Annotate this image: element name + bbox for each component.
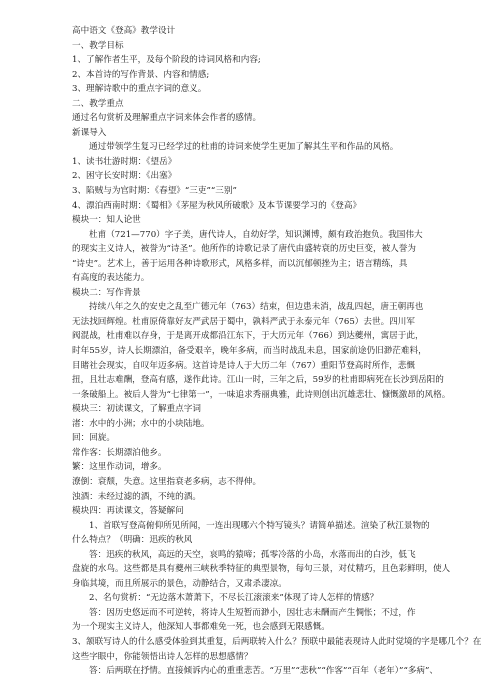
text-line: 1、读书壮游时期：《望岳》: [72, 156, 177, 167]
text-line: 为一个现实主义诗人，他深知人事都难免一死，也会感到无限感慨。: [72, 622, 330, 633]
text-line: 持续八年之久的安史之乱至广德元年（763）结束，但边患未消，战乱四起，唐王朝再也: [89, 302, 424, 313]
text-line: 杜甫（721—770）字子美，唐代诗人，自幼好学，知识渊博，颇有政治抱负。我国伟大: [89, 229, 423, 240]
text-line: “诗史”。艺术上，善于运用各种诗歌形式，风格多样，而以沉郁顿挫为主；语言精练，具: [72, 258, 408, 269]
text-line: 2、本首诗的写作背景、内容和情感;: [72, 69, 210, 80]
text-line: 渚：水中的小洲；水中的小块陆地。: [72, 418, 210, 429]
text-line: 这些字眼中，你能领悟出诗人怎样的思想感情？: [72, 651, 253, 662]
text-line: 一条破船上。被后人誉为“七律第一”，一味追求秀丽典雅，此诗则创出沉雄悲壮、慷慨激昂的风格。: [72, 389, 451, 400]
text-line: 有高度的表达能力。: [72, 273, 150, 284]
text-line: 3、颔联写诗人的什么感受体验到其重复，后两联转入什么？预联中最能表现诗人此时觉境的字是哪几个？在: [72, 636, 481, 647]
text-line: 一、教学目标: [72, 40, 124, 51]
text-line: 通过名句赏析及理解重点字词来体会作者的感情。: [72, 113, 262, 124]
text-line: 的现实主义诗人，被誉为“诗圣”。他所作的诗歌记录了唐代由盛转衰的历史巨变，被人誉为: [72, 244, 416, 255]
text-line: 模块二：写作背景: [72, 287, 141, 298]
text-line: 扭，且壮志难酬，登高有感，遂作此诗。江山一时，三年之后，59岁的杜甫即病死在长沙到岳阳的: [72, 375, 444, 386]
text-line: 2、名句赏析：“无边落木萧萧下，不尽长江滚滚来”体现了诗人怎样的情感？: [89, 593, 379, 604]
text-line: 时年55岁，诗人长期漂泊，备受艰辛，晚年多病，而当时战乱未息，国家前途仍旧渺茫难料，: [72, 346, 427, 357]
text-line: 答：后两联在抒情。直接倾诉内心的重重悲苦。“万里”“悲秋”“作客”“百年（老年）”“多病”、: [89, 666, 439, 677]
text-line: 1、首联写登高俯仰所见所闻，一连出现哪六个特写镜头？请简单描述。渲染了秋江景物的: [89, 520, 430, 531]
document-body: [72, 24, 481, 679]
text-line: 4、漂泊西南时期：《蜀相》《茅屋为秋风所破歌》及本节课要学习的《登高》: [72, 200, 362, 211]
text-line: 无法找回辉煌。杜甫原倚靠好友严武居于蜀中，孰料严武于永泰元年（765）去世。四川军: [72, 316, 415, 327]
text-line: 模块三：初读课文，了解重点字词: [72, 404, 201, 415]
text-line: 什么特点？（明确：迅疾的秋风: [72, 535, 193, 546]
text-line: 答：因历史悠远而不可逆转，将诗人生短暂而渺小，因壮志未酬而产生惆怅；不过，作: [89, 607, 416, 618]
text-line: 3、理解诗歌中的重点字词的意义。: [72, 84, 207, 95]
text-line: 新课导入: [72, 127, 107, 138]
text-line: 常作客：长期漂泊他乡。: [72, 447, 167, 458]
text-line: 身临其境，而且所展示的景色，动静结合，又肃杀凄凉。: [72, 578, 287, 589]
text-line: 阀混战，杜甫难以存身，于是离开成都沿江东下，于大历元年（766）到达夔州，寓居于此，: [72, 331, 424, 342]
text-line: 盘旋的水鸟。这些都是具有夔州三峡秋季特征的典型景物，每句三景，对仗精巧，且色彩鲜明，使人: [72, 564, 451, 575]
text-line: 高中语文《登高》教学设计: [72, 26, 176, 36]
text-line: 浊酒：未经过滤的酒，不纯的酒。: [72, 491, 201, 502]
text-line: 二、教学重点: [72, 98, 124, 109]
text-line: 3、陷贼与为官时期：《春望》“三吏”“三别”: [72, 186, 237, 197]
text-line: 回：回旋。: [72, 433, 115, 444]
text-line: 繁：这里作动词，增多。: [72, 462, 167, 473]
text-line: 1、了解作者生平，及每个阶段的诗词风格和内容;: [72, 55, 261, 66]
text-line: 目睹社会现实，自叹年迈多病。这首诗是诗人于大历二年（767）重阳节登高时所作，悲慨: [72, 360, 415, 371]
text-line: 2、困守长安时期：《出塞》: [72, 171, 177, 182]
text-line: 答：迅疾的秋风，高远的天空，哀鸣的猿啼；孤零冷落的小岛，水落而出的白沙，低飞: [89, 549, 416, 560]
text-line: 模块一：知人论世: [72, 215, 141, 226]
text-line: 通过带领学生复习已经学过的杜甫的诗词来使学生更加了解其生平和作品的风格。: [89, 142, 399, 153]
text-line: 模块四：再读课文，答疑解问: [72, 506, 184, 517]
text-line: 潦倒：衰颓，失意。这里指衰老多病，志不得伸。: [72, 476, 262, 487]
